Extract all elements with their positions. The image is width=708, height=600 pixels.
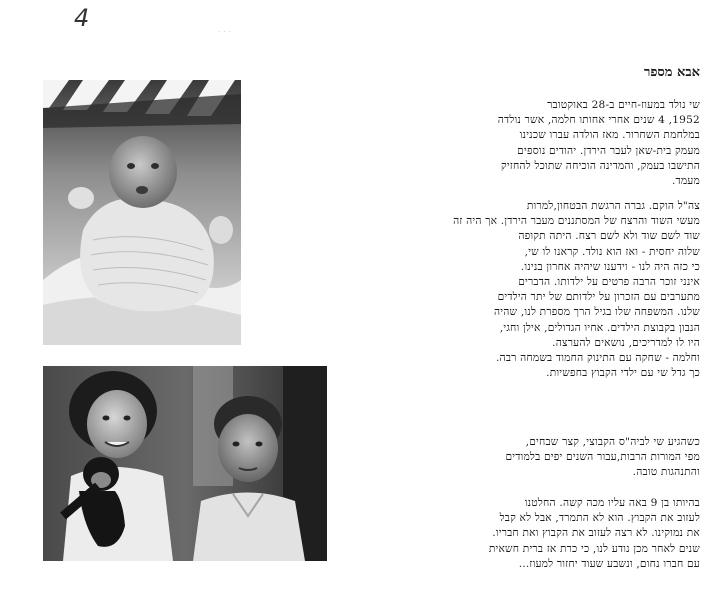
- text-line: מתערבים עם הזכרון על ילדותם של יתר הילדים: [497, 291, 700, 304]
- text-line: כי כזה היה לנו - וידענו שיהיה אחרון בנינו.: [520, 260, 700, 273]
- text-line: מפי המורות הרבות,עבור השנים יפים בלמודים: [505, 451, 700, 464]
- paragraph-birth: [345, 98, 700, 189]
- text-line: שנים לאחר מכן נודע לנו, כי כרת אז ברית חשאית: [488, 542, 700, 555]
- text-line: שלוה יחסית - ואז הוא נולד. קראנו לו שי,: [524, 245, 700, 258]
- text-line: עם חברו נחום, ונשבע שעוד יחזור למעוז...: [518, 557, 700, 570]
- text-line: מעמק בית-שאן לעבר הירדן. יהודים נוספים: [517, 144, 700, 157]
- text-line: התישבו בעמק, והמדינה הוכיחה שתוכל להחזיק: [500, 159, 700, 172]
- text-line: 1952, 4 שנים אחרי אחותו חלמה, אשר נולדה: [497, 114, 700, 127]
- text-line: הנבון בקבוצת הילדים. אחיו הגדולים, אילן וחגי,: [499, 321, 700, 334]
- paragraph-school: [345, 435, 700, 481]
- baby-photo: [43, 80, 241, 345]
- text-line: מעשי השוד והרצח של המסתננים מעבר הירדן. אך היה זה: [453, 215, 700, 228]
- text-line: אינני זוכר הרבה פרטים על ילדותו. הדברים: [518, 276, 700, 289]
- text-line: כך גדל שי עם ילדי הקבוץ בחפשיות.: [546, 367, 700, 380]
- text-line: שי נולד במעוז-חיים ב-28 באוקטובר: [547, 99, 700, 111]
- paragraph-childhood: [345, 199, 700, 381]
- text-line: וחלמה - שחקה עם התינוק החמוד בשמחה רבה.: [495, 352, 700, 365]
- paragraph-leaving-kibbutz: [345, 496, 700, 572]
- children-photo: [43, 366, 327, 561]
- text-line: צה"ל הוקם. גברה הרגשת הבטחון,למרות: [526, 200, 700, 212]
- faint-stamp-mark: ᐧ ᐧ ᐧ: [218, 28, 231, 38]
- text-line: כשהגיע שי לביה"ס הקבוצי, קצר שבחים,: [525, 436, 700, 448]
- text-line: בהיותו בן 9 באה עליו מכה קשה. החלטנו: [524, 497, 700, 509]
- text-line: לעזוב את הקבוץ. הוא לא התמרד, אבל לא קבל: [499, 512, 700, 525]
- text-line: מעמד.: [671, 175, 700, 188]
- article-heading: אבא מספר: [643, 65, 700, 80]
- text-line: במלחמת השחרור. מאז הולדה עברו שכנינו: [519, 129, 700, 142]
- text-line: והתנהגות טובה.: [632, 466, 700, 479]
- text-line: היו לו למדריכים, נושאים להערצה.: [552, 336, 700, 349]
- text-line: את נמוקינו. לא רצה לעזוב את הקבוץ ואת חבריו.: [492, 527, 700, 540]
- handwritten-page-number: 4: [74, 4, 90, 32]
- text-line: שלנו. המשפחה שלו בגיל הרך מספרת לנו, שהיה: [493, 306, 700, 319]
- text-line: שוד לשם שוד ולא לשם רצח. היתה תקופה: [518, 230, 700, 243]
